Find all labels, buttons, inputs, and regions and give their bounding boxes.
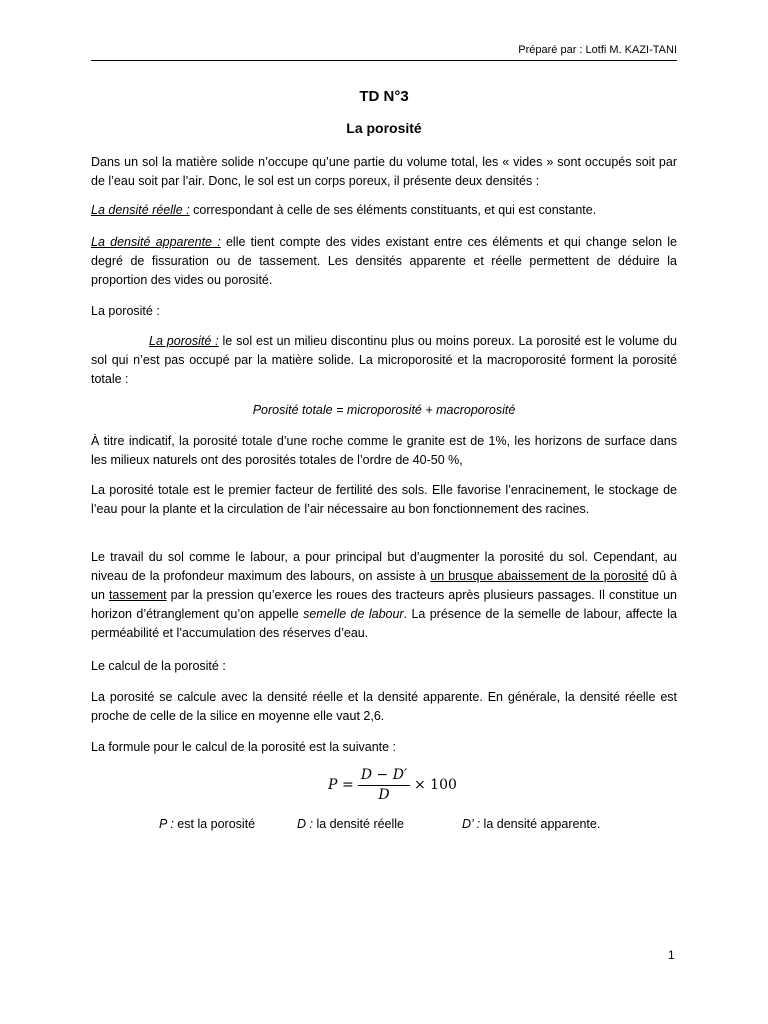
page-number: 1 xyxy=(668,948,675,962)
densite-reelle-paragraph xyxy=(91,201,677,220)
porosity-formula xyxy=(320,766,457,804)
indicatif-paragraph: À titre indicatif, la porosité totale d’une roche comme le granite est de 1%, les horizons de surface dans les milieux naturels ont des porosités totales de l’ordre de 40-50 %, xyxy=(91,434,677,467)
legend-p xyxy=(159,817,255,831)
document-subtitle: La porosité xyxy=(346,120,422,136)
formula-equals: = xyxy=(342,777,354,793)
legend-d-symbol: D : xyxy=(297,817,313,831)
porosite-term: La porosité : xyxy=(149,334,219,348)
legend-d-text: la densité réelle xyxy=(312,817,405,831)
formula-fraction-bar xyxy=(358,785,410,786)
fertilite-paragraph: La porosité totale est le premier facteur de fertilité des sols. Elle favorise l’enracinement, le stockage de l’eau pour la plante et la circulation de l’air nécessaire au bon fonctionnement des racines. xyxy=(91,483,677,516)
densite-apparente-text: elle tient compte des vides existant entre ces éléments et qui change selon le degré de fissuration ou de tassement. Les densités apparente et réelle permettent de déduire la proportion des vides ou porosité. xyxy=(91,235,677,287)
legend-p-symbol: P : xyxy=(159,817,174,831)
porosite-definition-text: le sol est un milieu discontinu plus ou moins poreux. La porosité est le volume du sol qui n’est pas occupé par la matière solide. La microporosité et la macroporosité forment la porosité totale : xyxy=(91,334,677,386)
labour-text-b: dû à un xyxy=(91,569,677,602)
intro-paragraph: Dans un sol la matière solide n’occupe qu’une partie du volume total, les « vides » sont occupés soit par de l’eau soit par l’air. Donc, le sol est un corps poreux, il présente deux densités : xyxy=(91,155,677,188)
formula-lhs: P xyxy=(328,777,338,793)
densite-reelle-term: La densité réelle : xyxy=(91,203,190,217)
formula-numerator: D − D′ xyxy=(360,767,408,783)
densite-reelle-text: correspondant à celle de ses éléments constituants, et qui est constante. xyxy=(189,203,597,217)
legend-d-prime xyxy=(462,817,600,831)
porosite-definition-paragraph xyxy=(91,332,677,389)
calcul-heading: Le calcul de la porosité : xyxy=(91,659,226,673)
labour-text-a: Le travail du sol comme le labour, a pour principal but d’augmenter la porosité du sol. Cependant, au niveau de la profondeur maximum des labours, on assiste à xyxy=(91,550,677,583)
labour-text-c: par la pression qu’exerce les roues des tracteurs après plusieurs passages. Il constitue un horizon d’étranglement qu’on appelle xyxy=(91,588,677,621)
labour-paragraph xyxy=(91,548,677,643)
legend-p-text: est la porosité xyxy=(173,817,256,831)
document-title: TD N°3 xyxy=(359,88,409,105)
legend-d-prime-text: la densité apparente. xyxy=(480,817,601,831)
densite-apparente-paragraph xyxy=(91,233,677,290)
densite-apparente-term: La densité apparente : xyxy=(91,235,221,249)
page-header xyxy=(91,43,677,61)
calcul-paragraph: La porosité se calcule avec la densité réelle et la densité apparente. En générale, la densité réelle est proche de celle de la silice en moyenne elle vaut 2,6. xyxy=(91,690,677,723)
porosite-heading: La porosité : xyxy=(91,304,160,318)
labour-underline-1: un brusque abaissement de la porosité xyxy=(430,569,649,583)
porosite-totale-equation: Porosité totale = microporosité + macroporosité xyxy=(252,403,516,417)
formule-intro: La formule pour le calcul de la porosité est la suivante : xyxy=(91,740,397,754)
legend-d-prime-symbol: D’ : xyxy=(462,817,481,831)
labour-underline-2: tassement xyxy=(108,588,167,602)
formula-multiplier: × 100 xyxy=(414,777,457,793)
author-line: Préparé par : Lotfi M. KAZI-TANI xyxy=(518,44,677,56)
legend-d xyxy=(297,817,404,831)
semelle-de-labour-term: semelle de labour xyxy=(303,607,404,621)
labour-text-d: . La présence de la semelle de labour, affecte la perméabilité et l’accumulation des réserves d’eau. xyxy=(91,607,677,640)
formula-denominator: D xyxy=(378,787,390,803)
